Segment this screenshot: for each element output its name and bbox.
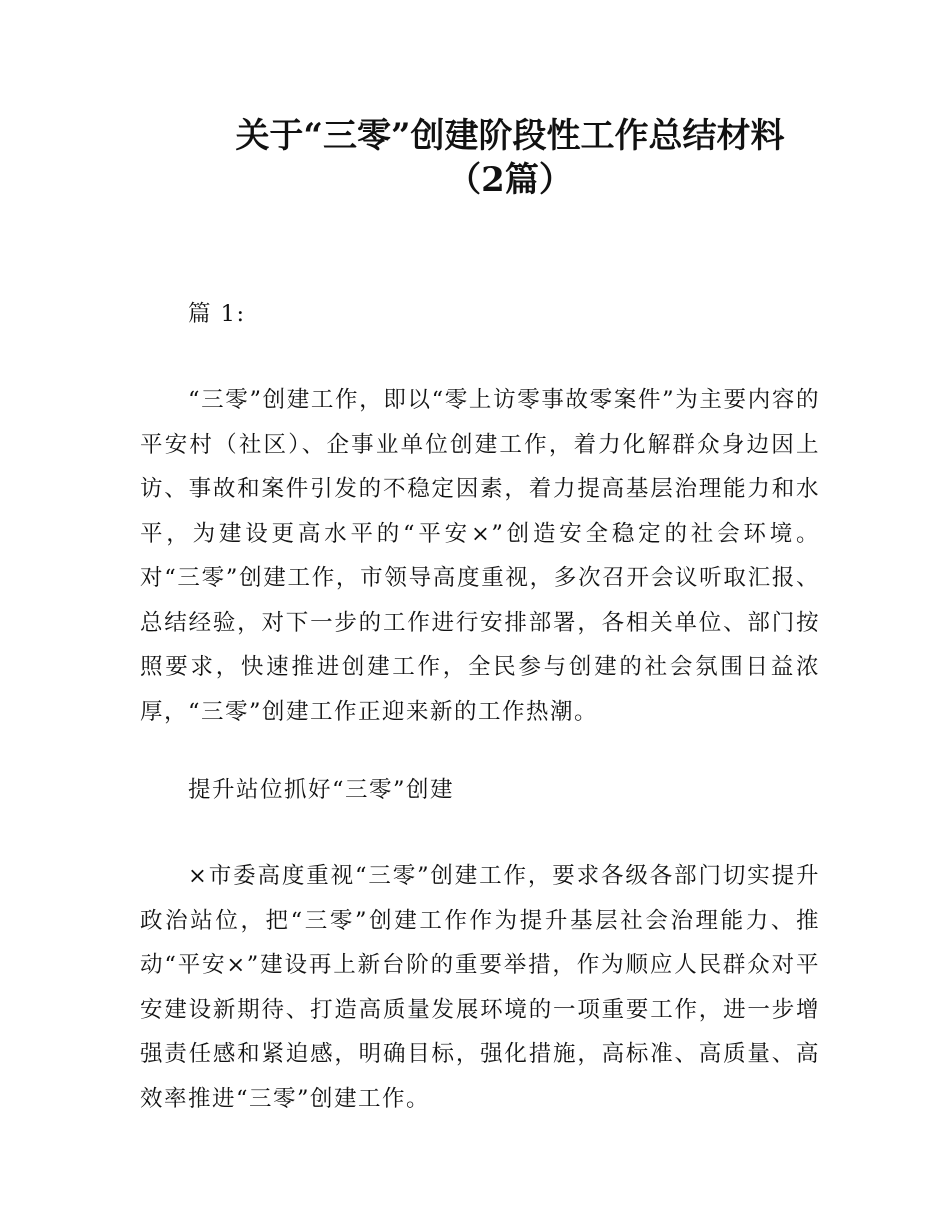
paragraph-intro: “三零”创建工作，即以“零上访零事故零案件”为主要内容的平安村（社区）、企事业单位创建工作，着力化解群众身边因上访、事故和案件引发的不稳定因素，着力提高基层治理能力和水平，为建设更高水平的“平安×”创造安全稳定的社会环境。对“三零”创建工作，市领导高度重视，多次召开会议听取汇报、总结经验，对下一步的工作进行安排部署，各相关单位、部门按照要求，快速推进创建工作，全民参与创建的社会氛围日益浓厚，“三零”创建工作正迎来新的工作热潮。 xyxy=(140,387,820,725)
document-title: 关于“三零”创建阶段性工作总结材料 xyxy=(235,116,785,156)
section-subheading: 提升站位抓好“三零”创建 xyxy=(188,777,455,803)
document-title-subtitle: （2篇） xyxy=(447,160,573,200)
section-label: 篇 1: xyxy=(188,301,246,327)
paragraph-political-standing: ×市委高度重视“三零”创建工作，要求各级各部门切实提升政治站位，把“三零”创建工作作为提升基层社会治理能力、推动“平安×”建设再上新台阶的重要举措，作为顺应人民群众对平安建设新期待、打造高质量发展环境的一项重要工作，进一步增强责任感和紧迫感，明确目标，强化措施，高标准、高质量、高效率推进“三零”创建工作。 xyxy=(140,863,820,1112)
